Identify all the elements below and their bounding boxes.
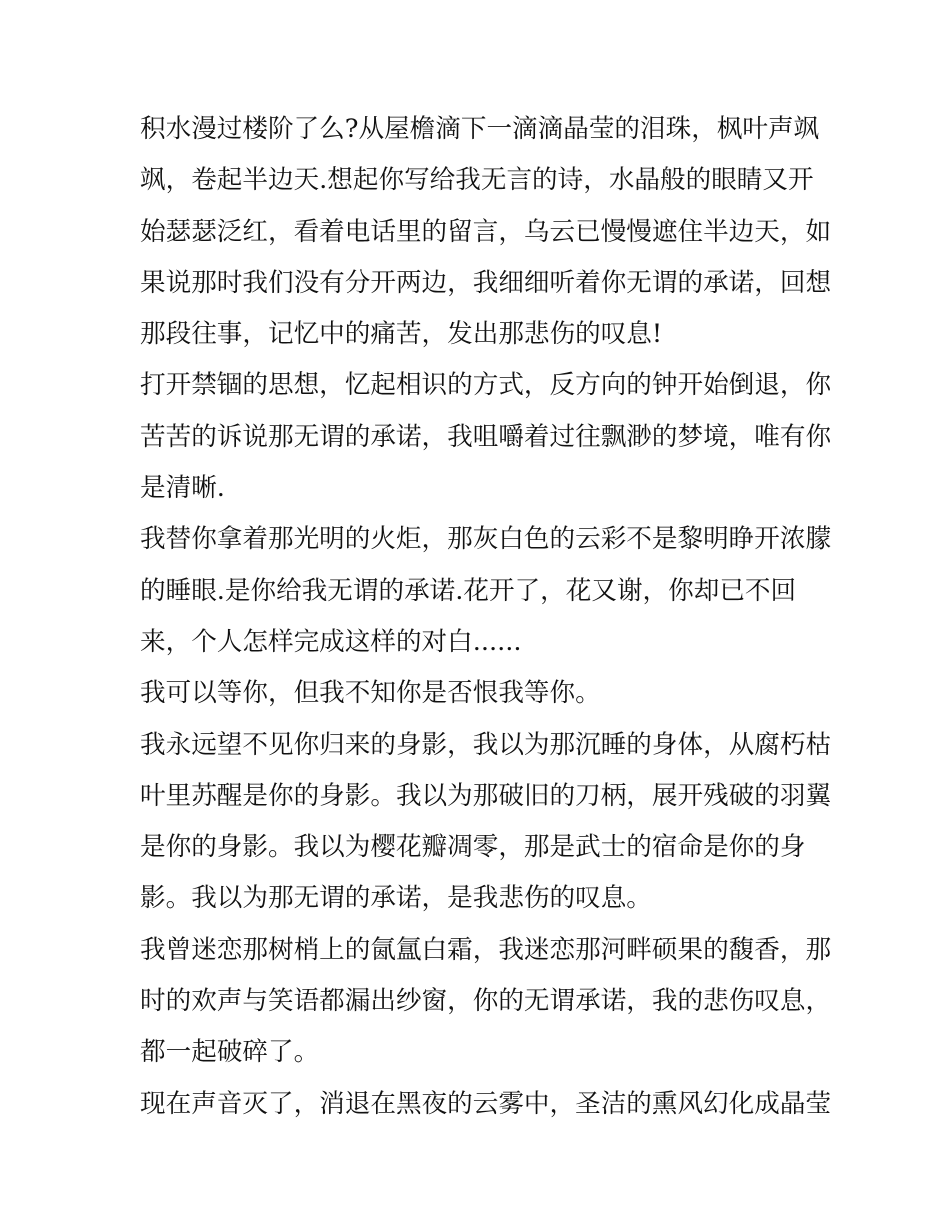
text-line: 打开禁锢的思想，忆起相识的方式，反方向的钟开始倒退，你 <box>140 370 832 401</box>
text-line: 时的欢声与笑语都漏出纱窗，你的无谓承诺，我的悲伤叹息， <box>140 986 832 1017</box>
text-line: 飒，卷起半边天.想起你写给我无言的诗，水晶般的眼睛又开 <box>140 165 814 196</box>
text-line: 积水漫过楼阶了么?从屋檐滴下一滴滴晶莹的泪珠，枫叶声飒 <box>140 114 820 144</box>
text-line: 来，个人怎样完成这样的对白...... <box>140 626 522 657</box>
text-line: 现在声音灭了，消退在黑夜的云雾中，圣洁的熏风幻化成晶莹 <box>140 1088 832 1119</box>
essay-text <box>140 104 832 1130</box>
text-line: 那段往事，记忆中的痛苦，发出那悲伤的叹息! <box>140 319 663 350</box>
text-line: 我可以等你，但我不知你是否恨我等你。 <box>140 678 601 709</box>
text-line: 我替你拿着那光明的火炬，那灰白色的云彩不是黎明睁开浓朦 <box>140 524 832 555</box>
text-line: 果说那时我们没有分开两边，我细细听着你无谓的承诺，回想 <box>140 267 832 298</box>
text-line: 叶里苏醒是你的身影。我以为那破旧的刀柄，展开残破的羽翼 <box>140 780 832 811</box>
text-line: 影。我以为那无谓的承诺，是我悲伤的叹息。 <box>140 883 652 914</box>
text-line: 都一起破碎了。 <box>140 1037 320 1068</box>
text-line: 我永远望不见你归来的身影，我以为那沉睡的身体，从腐朽枯 <box>140 729 832 760</box>
text-line: 苦苦的诉说那无谓的承诺，我咀嚼着过往飘渺的梦境，唯有你 <box>140 421 832 452</box>
text-line: 是你的身影。我以为樱花瓣凋零，那是武士的宿命是你的身 <box>140 832 806 863</box>
text-line: 始瑟瑟泛红，看着电话里的留言，乌云已慢慢遮住半边天，如 <box>140 216 832 247</box>
text-line: 的睡眼.是你给我无谓的承诺.花开了，花又谢，你却已不回 <box>140 575 797 606</box>
text-line: 是清晰. <box>140 473 225 504</box>
text-line: 我曾迷恋那树梢上的氤氲白霜，我迷恋那河畔硕果的馥香，那 <box>140 934 832 965</box>
